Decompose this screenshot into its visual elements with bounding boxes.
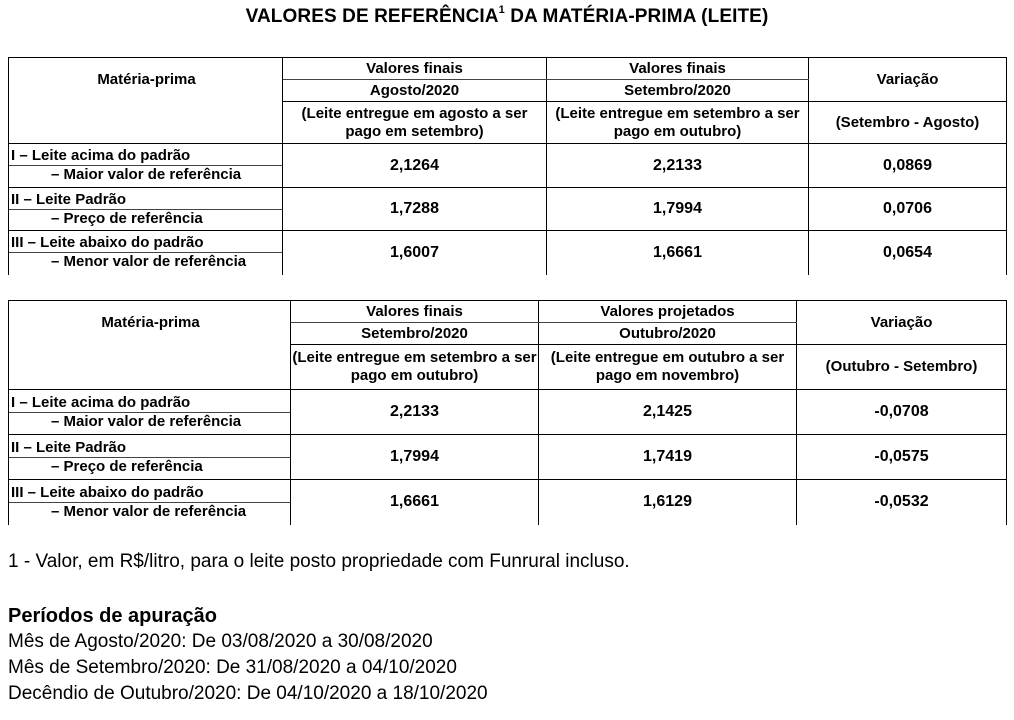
header-col2-month: Outubro/2020: [539, 323, 797, 345]
value-cell: 1,7994: [291, 435, 539, 480]
value-cell: 2,2133: [547, 144, 809, 188]
periods-title: Períodos de apuração: [8, 605, 217, 627]
row-label-detail: – Menor valor de referência: [51, 253, 247, 271]
value-cell: 2,1264: [283, 144, 547, 188]
value-cell: 1,6129: [539, 480, 797, 525]
row-label-category: I – Leite acima do padrão: [9, 394, 290, 413]
footnote: 1 - Valor, em R$/litro, para o leite posto propriedade com Funrural incluso.: [8, 551, 630, 572]
header-material-blank: [9, 345, 291, 390]
reference-table-august-september: [8, 57, 1007, 275]
header-col3-note: (Setembro - Agosto): [809, 102, 1007, 144]
row-label: [9, 480, 291, 525]
table-row: [9, 188, 1007, 231]
value-cell: 2,2133: [291, 390, 539, 435]
value-cell: 1,7288: [283, 188, 547, 231]
period-item: Mês de Setembro/2020: De 31/08/2020 a 04/10/2020: [8, 657, 457, 678]
header-col1-note: (Leite entregue em setembro a ser pago em outubro): [291, 345, 539, 390]
row-label-detail: – Maior valor de referência: [51, 166, 242, 183]
table-row: [9, 390, 1007, 435]
value-cell: 1,7419: [539, 435, 797, 480]
title-footnote-mark: 1: [498, 4, 505, 16]
value-cell: 1,6661: [547, 231, 809, 275]
row-label-category: III – Leite abaixo do padrão: [9, 484, 290, 503]
row-label-detail: – Maior valor de referência: [51, 412, 242, 430]
table-row: [9, 144, 1007, 188]
table-row: [9, 231, 1007, 275]
title-text: VALORES DE REFERÊNCIA: [245, 6, 499, 27]
header-col2-line1: Valores finais: [547, 58, 809, 80]
header-col2-line1: Valores projetados: [539, 301, 797, 323]
header-col2-month: Setembro/2020: [547, 80, 809, 102]
header-col1-line1: Valores finais: [291, 301, 539, 323]
header-col2-note: (Leite entregue em outubro a ser pago em novembro): [539, 345, 797, 390]
variation-cell: 0,0869: [809, 144, 1007, 188]
row-label-category: II – Leite Padrão: [9, 439, 290, 458]
variation-cell: 0,0654: [809, 231, 1007, 275]
row-label-detail: – Menor valor de referência: [51, 502, 247, 520]
header-col1-note: (Leite entregue em agosto a ser pago em setembro): [283, 102, 547, 144]
table-row: [9, 435, 1007, 480]
row-label-detail: – Preço de referência: [51, 209, 203, 227]
page-title: [0, 6, 1014, 28]
value-cell: 1,6007: [283, 231, 547, 275]
header-col3-note: (Outubro - Setembro): [797, 345, 1007, 390]
value-cell: 2,1425: [539, 390, 797, 435]
value-cell: 1,7994: [547, 188, 809, 231]
variation-cell: 0,0706: [809, 188, 1007, 231]
header-materia-prima: Matéria-prima: [9, 301, 291, 345]
row-label-category: I – Leite acima do padrão: [9, 147, 282, 166]
header-col1-line1: Valores finais: [283, 58, 547, 80]
row-label: [9, 435, 291, 480]
variation-cell: -0,0532: [797, 480, 1007, 525]
header-col3-title: Variação: [809, 58, 1007, 102]
table-row: [9, 480, 1007, 525]
title-suffix: DA MATÉRIA-PRIMA (LEITE): [504, 6, 769, 27]
row-label: [9, 188, 283, 231]
header-material-blank: [9, 102, 283, 144]
value-cell: 1,6661: [291, 480, 539, 525]
row-label-category: II – Leite Padrão: [9, 191, 282, 210]
variation-cell: -0,0708: [797, 390, 1007, 435]
row-label: [9, 144, 283, 188]
header-col3-title: Variação: [797, 301, 1007, 345]
row-label: [9, 231, 283, 275]
header-materia-prima: Matéria-prima: [9, 58, 283, 102]
row-label: [9, 390, 291, 435]
reference-table-september-october: [8, 300, 1007, 525]
variation-cell: -0,0575: [797, 435, 1007, 480]
row-label-category: III – Leite abaixo do padrão: [9, 234, 282, 253]
period-item: Decêndio de Outubro/2020: De 04/10/2020 a 18/10/2020: [8, 683, 488, 704]
row-label-detail: – Preço de referência: [51, 457, 203, 475]
header-col1-month: Setembro/2020: [291, 323, 539, 345]
header-col2-note: (Leite entregue em setembro a ser pago em outubro): [547, 102, 809, 144]
period-item: Mês de Agosto/2020: De 03/08/2020 a 30/08/2020: [8, 631, 433, 652]
header-col1-month: Agosto/2020: [283, 80, 547, 102]
